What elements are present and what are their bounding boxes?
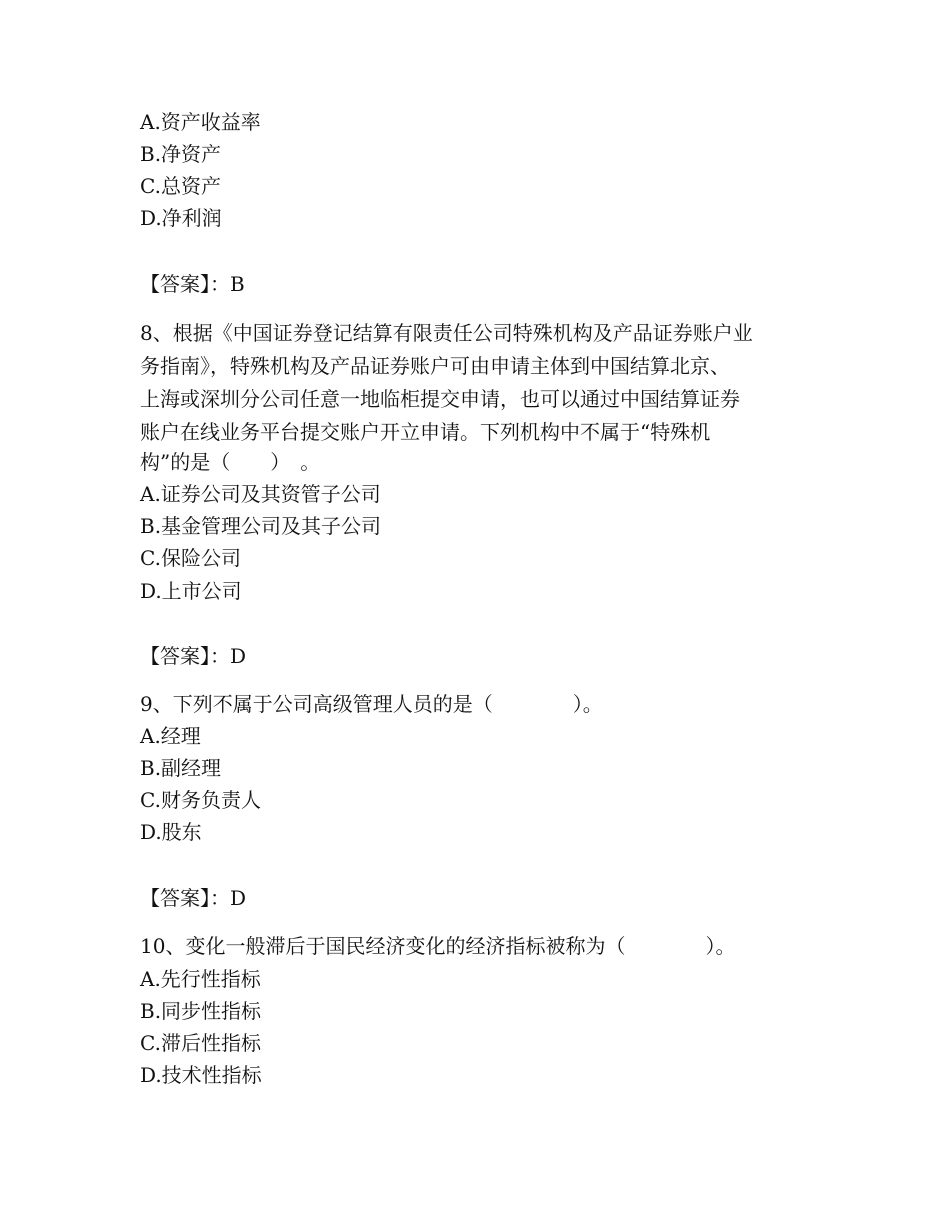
q9-option-c: C.财务负责人: [140, 788, 261, 812]
q8-option-c: C.保险公司: [140, 546, 241, 570]
q8-stem-line-1: 8、根据《中国证券登记结算有限责任公司特殊机构及产品证券账户业: [140, 321, 753, 345]
q8-option-b: B.基金管理公司及其子公司: [140, 514, 382, 538]
q7-option-c: C.总资产: [140, 174, 221, 198]
q8-stem-line-3: 上海或深圳分公司任意一地临柜提交申请，也可以通过中国结算证券: [140, 387, 740, 411]
q10-option-b: B.同步性指标: [140, 999, 262, 1023]
q10-option-a: A.先行性指标: [140, 967, 261, 991]
q9-option-a: A.经理: [140, 724, 201, 748]
q8-answer: 【答案】：D: [140, 644, 247, 668]
q10-option-d: D.技术性指标: [140, 1063, 262, 1087]
q7-option-b: B.净资产: [140, 142, 222, 166]
q8-stem-line-4: 账户在线业务平台提交账户开立申请。下列机构中不属于“特殊机: [140, 420, 711, 444]
q8-stem-line-2: 务指南》，特殊机构及产品证券账户可由申请主体到中国结算北京、: [140, 354, 730, 378]
q7-option-d: D.净利润: [140, 206, 222, 230]
q9-option-d: D.股东: [140, 820, 202, 844]
q9-answer: 【答案】：D: [140, 886, 247, 910]
q7-option-a: A.资产收益率: [140, 110, 261, 134]
q9-option-b: B.副经理: [140, 756, 222, 780]
q8-option-d: D.上市公司: [140, 579, 242, 603]
q8-stem-line-5: 构”的是（ ） 。: [140, 450, 321, 474]
q10-stem: 10、变化一般滞后于国民经济变化的经济指标被称为（ ）。: [140, 934, 736, 958]
q10-option-c: C.滞后性指标: [140, 1031, 261, 1055]
q8-option-a: A.证券公司及其资管子公司: [140, 482, 381, 506]
q7-answer: 【答案】：B: [140, 272, 245, 296]
q9-stem: 9、下列不属于公司高级管理人员的是（ ）。: [140, 692, 603, 716]
